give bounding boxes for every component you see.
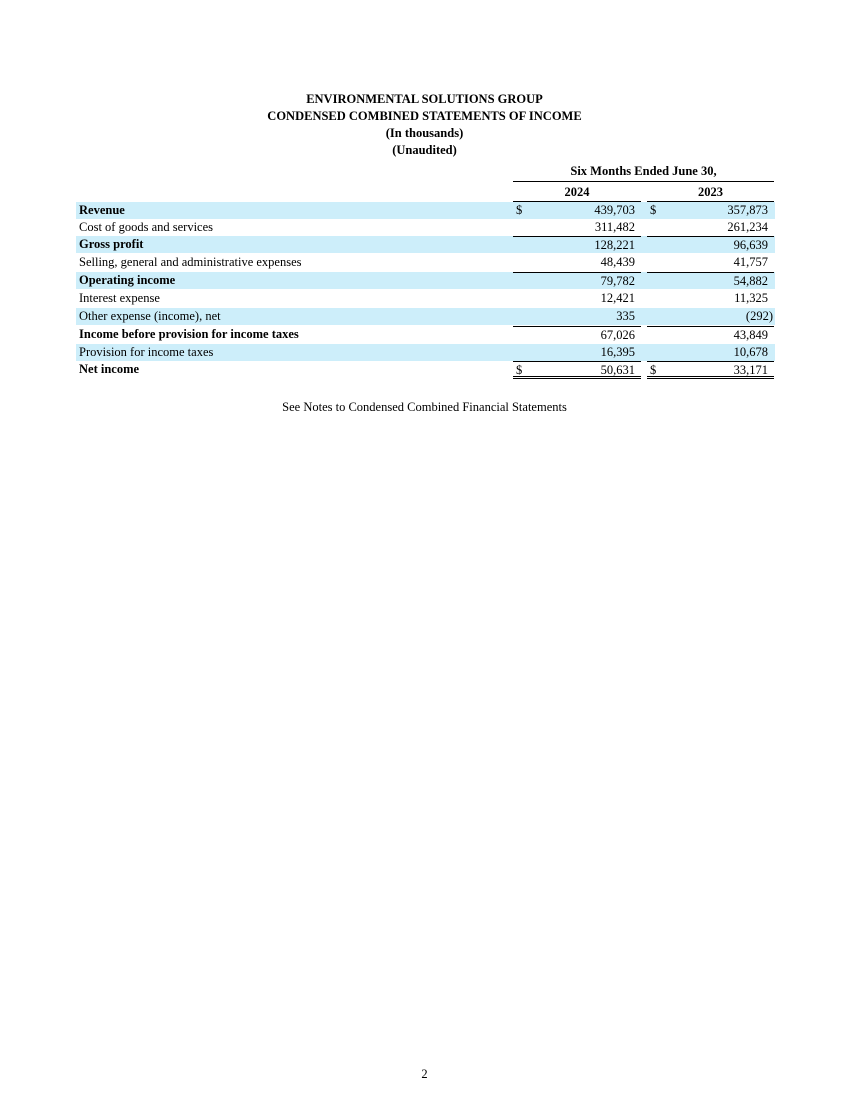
- cell-2024: [513, 219, 641, 236]
- value-2023: (292): [745, 309, 773, 323]
- row-label: Provision for income taxes: [79, 345, 214, 359]
- currency-symbol: $: [650, 203, 657, 217]
- cell-2023: [647, 344, 774, 361]
- row-net-income: [76, 361, 775, 378]
- currency-symbol: $: [650, 363, 657, 377]
- row-label: Income before provision for income taxes: [79, 327, 299, 341]
- value-2024: 311,482: [594, 220, 635, 234]
- cell-2023: [647, 219, 774, 236]
- value-2023: 11,325: [734, 291, 768, 305]
- value-2023: 96,639: [733, 238, 768, 252]
- row-label: Revenue: [79, 203, 125, 217]
- units-note: (In thousands): [385, 126, 464, 140]
- cell-2023: [647, 254, 774, 271]
- row-operating-income: [76, 272, 775, 289]
- value-2024: 48,439: [600, 255, 635, 269]
- value-2024: 50,631: [600, 363, 635, 377]
- cell-2024: [513, 272, 641, 289]
- row-label: Net income: [79, 362, 140, 376]
- currency-symbol: $: [516, 363, 523, 377]
- period-header: Six Months Ended June 30,: [513, 164, 774, 182]
- cell-2023: [647, 202, 774, 219]
- value-2024: 67,026: [600, 328, 635, 342]
- value-2023: 43,849: [733, 328, 768, 342]
- cell-2024: [513, 308, 641, 325]
- cell-2024: [513, 202, 641, 219]
- value-2023: 33,171: [733, 363, 768, 377]
- row-cost-of-goods: [76, 219, 775, 236]
- value-2023: 41,757: [733, 255, 768, 269]
- cell-2023: [647, 308, 774, 325]
- row-label: Other expense (income), net: [79, 309, 221, 323]
- currency-symbol: $: [516, 203, 523, 217]
- cell-2024: [513, 254, 641, 271]
- value-2023: 54,882: [733, 274, 768, 288]
- row-other-expense: [76, 308, 775, 325]
- value-2024: 335: [616, 309, 635, 323]
- cell-2024: [513, 290, 641, 307]
- cell-2024: [513, 344, 641, 361]
- cell-2024: [513, 236, 641, 253]
- value-2024: 16,395: [600, 345, 635, 359]
- value-2023: 261,234: [727, 220, 768, 234]
- row-gross-profit: [76, 236, 775, 253]
- company-title: ENVIRONMENTAL SOLUTIONS GROUP: [306, 92, 543, 106]
- row-provision-taxes: [76, 344, 775, 361]
- cell-2024: [513, 326, 641, 343]
- row-sga-expenses: [76, 254, 775, 271]
- year-header-2024: 2024: [513, 185, 641, 202]
- row-label: Gross profit: [79, 237, 144, 251]
- row-revenue: [76, 202, 775, 219]
- value-2023: 357,873: [727, 203, 768, 217]
- audit-note: (Unaudited): [392, 143, 457, 157]
- cell-2023: [647, 361, 774, 379]
- statement-title: CONDENSED COMBINED STATEMENTS OF INCOME: [267, 109, 582, 123]
- cell-2023: [647, 326, 774, 343]
- row-label: Selling, general and administrative expenses: [79, 255, 302, 269]
- row-income-before-taxes: [76, 326, 775, 343]
- cell-2023: [647, 272, 774, 289]
- row-label: Interest expense: [79, 291, 160, 305]
- page-number: 2: [421, 1067, 428, 1081]
- cell-2024: [513, 361, 641, 379]
- value-2024: 439,703: [594, 203, 635, 217]
- value-2023: 10,678: [733, 345, 768, 359]
- value-2024: 12,421: [600, 291, 635, 305]
- row-label: Cost of goods and services: [79, 220, 214, 234]
- year-header-2023: 2023: [647, 185, 774, 202]
- row-label: Operating income: [79, 273, 176, 287]
- footer-note: See Notes to Condensed Combined Financial Statements: [282, 400, 567, 414]
- value-2024: 79,782: [600, 274, 635, 288]
- cell-2023: [647, 290, 774, 307]
- row-interest-expense: [76, 290, 775, 307]
- value-2024: 128,221: [594, 238, 635, 252]
- cell-2023: [647, 236, 774, 253]
